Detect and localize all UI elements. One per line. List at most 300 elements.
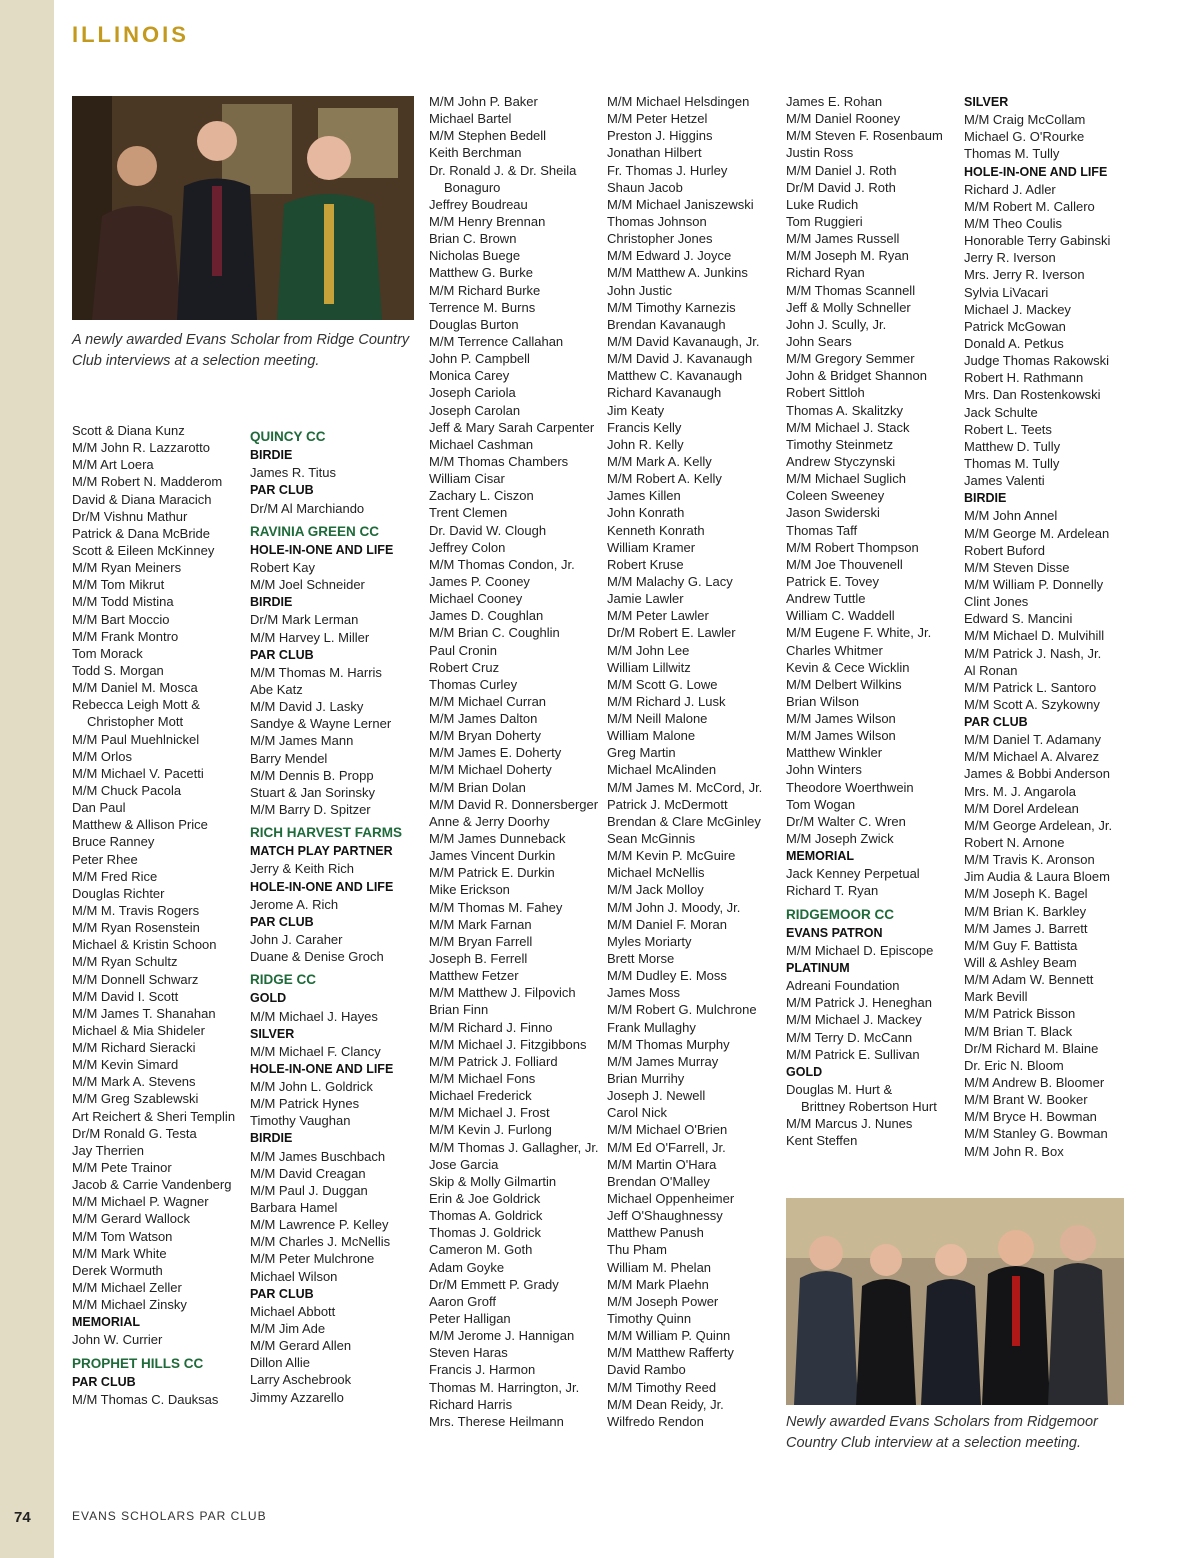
donor-name: M/M Joel Schneider — [250, 577, 365, 593]
donor-name: M/M Peter Mulchrone — [250, 1251, 375, 1267]
donor-name: M/M Joseph Zwick — [786, 831, 894, 847]
donor-name: M/M Dudley E. Moss — [607, 968, 727, 984]
donor-name: Matthew Panush — [607, 1225, 704, 1241]
donor-name: M/M Ryan Schultz — [72, 954, 178, 970]
donor-name: Mrs. Dan Rostenkowski — [964, 387, 1101, 403]
donor-name: Donald A. Petkus — [964, 335, 1064, 351]
donor-name: M/M James Mann — [250, 733, 354, 749]
donor-name: M/M Bryan Doherty — [429, 728, 541, 744]
giving-level-heading: HOLE-IN-ONE AND LIFE — [250, 879, 394, 894]
donor-name: M/M Paul J. Duggan — [250, 1182, 368, 1198]
page-number: 74 — [14, 1509, 31, 1526]
donor-name: Wilfredo Rendon — [607, 1413, 704, 1429]
donor-name: M/M Michael P. Wagner — [72, 1194, 209, 1210]
giving-level-heading: PAR CLUB — [250, 1286, 314, 1301]
donor-name: M/M Patrick J. Nash, Jr. — [964, 645, 1102, 661]
donor-name: Dr/M Robert E. Lawler — [607, 625, 736, 641]
donor-name: M/M Ryan Rosenstein — [72, 920, 200, 936]
donor-name: Michael Wilson — [250, 1268, 338, 1284]
donor-name: Derek Wormuth — [72, 1262, 163, 1278]
donor-name: M/M Joseph M. Ryan — [786, 248, 909, 264]
donor-name: Robert Buford — [964, 542, 1045, 558]
giving-level-heading: PAR CLUB — [250, 483, 314, 498]
club-heading: QUINCY CC — [250, 429, 326, 444]
donor-name: Robert Sittloh — [786, 385, 865, 401]
donor-name: James Killen — [607, 488, 681, 504]
donor-name: M/M James M. McCord, Jr. — [607, 779, 763, 795]
donor-name: M/M Michael Suglich — [786, 471, 906, 487]
donor-name: Paul Cronin — [429, 642, 497, 658]
donor-name: M/M Kevin Simard — [72, 1057, 179, 1073]
donor-name: M/M David Kavanaugh, Jr. — [607, 333, 760, 349]
donor-name: Douglas Burton — [429, 316, 519, 332]
donor-name: Peter Rhee — [72, 851, 138, 867]
donor-name: Thomas Johnson — [607, 213, 707, 229]
donor-name: Matthew Fetzer — [429, 968, 519, 984]
donor-name: Joseph B. Ferrell — [429, 951, 528, 967]
donor-name: M/M Stanley G. Bowman — [964, 1126, 1108, 1142]
donor-name: John Justic — [607, 282, 673, 298]
donor-name: Michael McNellis — [607, 865, 705, 881]
donor-column-6 — [964, 93, 1136, 1160]
donor-name: Brendan O'Malley — [607, 1173, 710, 1189]
giving-level-heading: MEMORIAL — [72, 1315, 141, 1330]
donor-name: Edward S. Mancini — [964, 611, 1073, 627]
donor-name: M/M Patrick E. Sullivan — [786, 1046, 920, 1062]
donor-name: Aaron Groff — [429, 1293, 496, 1309]
donor-name: Jeffrey Boudreau — [429, 196, 528, 212]
donor-name: M/M Richard Sieracki — [72, 1040, 196, 1056]
donor-name: Barbara Hamel — [250, 1200, 338, 1216]
donor-name: M/M Kevin P. McGuire — [607, 848, 736, 864]
donor-name: M/M Patrick E. Durkin — [429, 865, 555, 881]
donor-name: Brian C. Brown — [429, 231, 517, 247]
donor-name: Scott & Diana Kunz — [72, 423, 185, 438]
donor-name: M/M Thomas C. Dauksas — [72, 1391, 219, 1407]
donor-name: Francis Kelly — [607, 419, 682, 435]
donor-name: M/M James Buschbach — [250, 1148, 386, 1164]
donor-name: Sandye & Wayne Lerner — [250, 716, 392, 732]
donor-name: John W. Currier — [72, 1332, 163, 1348]
donor-name: M/M Michael Zeller — [72, 1280, 182, 1296]
donor-name: M/M Adam W. Bennett — [964, 972, 1094, 988]
donor-name: M/M Ryan Meiners — [72, 560, 182, 576]
donor-name: M/M Michael F. Clancy — [250, 1043, 381, 1059]
donor-name: Timothy Quinn — [607, 1310, 692, 1326]
donor-name: Thomas M. Tully — [964, 146, 1060, 162]
donor-name: M/M Michael Zinsky — [72, 1297, 187, 1313]
donor-name: James P. Cooney — [429, 573, 530, 589]
giving-level-heading: BIRDIE — [250, 595, 293, 610]
donor-name: James E. Rohan — [786, 94, 883, 109]
donor-name: Jeff & Molly Schneller — [786, 299, 911, 315]
donor-name: M/M Dorel Ardelean — [964, 800, 1079, 816]
donor-name: Barry Mendel — [250, 750, 328, 766]
donor-name: Robert N. Arnone — [964, 835, 1065, 851]
donor-name: M/M Patrick J. Heneghan — [786, 995, 932, 1011]
donor-name: M/M Travis K. Aronson — [964, 852, 1095, 868]
donor-name: M/M John Annel — [964, 508, 1058, 524]
donor-name: M/M Robert M. Callero — [964, 198, 1095, 214]
donor-name: Richard T. Ryan — [786, 883, 879, 899]
photo-caption-bottom: Newly awarded Evans Scholars from Ridgemoor Country Club interview at a selection meeting. — [786, 1414, 1098, 1451]
donor-name: Dr. Eric N. Bloom — [964, 1057, 1064, 1073]
donor-name: M/M Robert A. Kelly — [607, 471, 722, 487]
donor-name: Erin & Joe Goldrick — [429, 1191, 541, 1206]
donor-name: M/M Theo Coulis — [964, 215, 1063, 231]
donor-name: M/M Robert Thompson — [786, 539, 919, 555]
donor-name: Robert Kruse — [607, 556, 684, 572]
donor-name: M/M Patrick L. Santoro — [964, 679, 1097, 695]
donor-name: M/M Mark Plaehn — [607, 1276, 709, 1292]
donor-name: David Rambo — [607, 1362, 686, 1378]
donor-name: M/M Neill Malone — [607, 711, 708, 727]
donor-name: Brian Murrihy — [607, 1071, 685, 1087]
donor-name: M/M Mark A. Stevens — [72, 1074, 196, 1090]
donor-name: Dr/M David J. Roth — [786, 179, 896, 195]
donor-name: M/M William P. Donnelly — [964, 576, 1104, 592]
donor-name: Monica Carey — [429, 368, 510, 384]
donor-column-2 — [250, 422, 422, 1406]
donor-name: M/M Michael D. Episcope — [786, 942, 934, 958]
donor-name: Skip & Molly Gilmartin — [429, 1173, 557, 1189]
donor-name: M/M Dennis B. Propp — [250, 767, 374, 783]
donor-name: M/M Peter Hetzel — [607, 111, 708, 127]
donor-name: Joseph J. Newell — [607, 1088, 706, 1104]
donor-name: M/M Craig McCollam — [964, 112, 1086, 128]
donor-name: M/M Timothy Reed — [607, 1379, 717, 1395]
photo-caption-top: A newly awarded Evans Scholar from Ridge Country Club interviews at a selection meeting. — [72, 332, 410, 369]
donor-name: M/M Joe Thouvenell — [786, 556, 903, 572]
donor-name: Cameron M. Goth — [429, 1242, 533, 1258]
donor-name: M/M Michael A. Alvarez — [964, 749, 1100, 765]
donor-name: M/M Robert G. Mulchrone — [607, 1002, 757, 1018]
donor-name: Andrew Tuttle — [786, 591, 866, 607]
giving-level-heading: GOLD — [786, 1064, 823, 1079]
donor-name: Christopher Jones — [607, 231, 713, 247]
giving-level-heading: BIRDIE — [964, 491, 1007, 506]
donor-name: M/M Thomas M. Harris — [250, 664, 382, 680]
donor-name: Timothy Vaughan — [250, 1113, 351, 1129]
club-heading: RIDGEMOOR CC — [786, 906, 894, 922]
donor-name: William Lillwitz — [607, 659, 691, 675]
donor-name: Michael Oppenheimer — [607, 1191, 735, 1206]
donor-name: Robert Kay — [250, 559, 316, 575]
donor-name: M/M Michael V. Pacetti — [72, 765, 204, 781]
donor-name: M/M Eugene F. White, Jr. — [786, 625, 932, 641]
donor-name: M/M Thomas Scannell — [786, 282, 916, 298]
donor-name: Michael McAlinden — [607, 762, 717, 778]
donor-name: M/M Malachy G. Lacy — [607, 573, 733, 589]
donor-name: Douglas M. Hurt & — [786, 1082, 893, 1098]
club-heading: RAVINIA GREEN CC — [250, 523, 380, 539]
donor-name: Adam Goyke — [429, 1259, 505, 1275]
donor-name: Jerry R. Iverson — [964, 250, 1056, 266]
donor-name: David & Diana Maracich — [72, 491, 212, 507]
donor-name: Patrick J. McDermott — [607, 796, 728, 812]
donor-name: James & Bobbi Anderson — [964, 766, 1110, 782]
donor-name: Mrs. M. J. Angarola — [964, 783, 1076, 799]
donor-name: Jim Audia & Laura Bloem — [964, 869, 1110, 885]
donor-name: Dr/M Walter C. Wren — [786, 813, 906, 829]
donor-name: William Malone — [607, 728, 696, 744]
section-title: ILLINOIS — [72, 22, 189, 47]
donor-name: M/M William P. Quinn — [607, 1328, 731, 1344]
donor-name: Andrew Styczynski — [786, 453, 896, 469]
donor-name: M/M Thomas M. Fahey — [429, 899, 563, 915]
donor-name: M/M Bryan Farrell — [429, 933, 533, 949]
donor-name: Brendan & Clare McGinley — [607, 813, 761, 829]
donor-name: Frank Mullaghy — [607, 1019, 696, 1035]
photo-illustration — [786, 1198, 1124, 1405]
donor-name: Thomas Curley — [429, 676, 518, 692]
donor-name: M/M David I. Scott — [72, 988, 179, 1004]
donor-name: William Kramer — [607, 539, 696, 555]
donor-name: M/M Daniel F. Moran — [607, 916, 727, 932]
donor-name: Michael Abbott — [250, 1303, 336, 1319]
donor-name: M/M Ed O'Farrell, Jr. — [607, 1139, 726, 1155]
donor-name: John J. Caraher — [250, 931, 343, 947]
donor-name: Bruce Ranney — [72, 834, 155, 850]
donor-name: Joseph Carolan — [429, 402, 521, 418]
donor-name: M/M Michael J. Frost — [429, 1105, 550, 1121]
donor-name: Kent Steffen — [786, 1133, 858, 1149]
donor-name: M/M Michael Janiszewski — [607, 196, 754, 212]
donor-name: Michael Cooney — [429, 591, 523, 607]
donor-name: M/M M. Travis Rogers — [72, 902, 200, 918]
donor-name: Abe Katz — [250, 681, 303, 697]
donor-name: M/M Michael Fons — [429, 1071, 536, 1087]
donor-name: Michael Bartel — [429, 111, 512, 127]
donor-name: M/M Brian K. Barkley — [964, 903, 1087, 919]
donor-name: Bonaguro — [444, 179, 501, 195]
donor-name: M/M Mark A. Kelly — [607, 453, 712, 469]
donor-name: Jeff O'Shaughnessy — [607, 1208, 723, 1224]
donor-name: Judge Thomas Rakowski — [964, 353, 1109, 369]
donor-name: M/M John Lee — [607, 642, 690, 658]
donor-name: Richard J. Adler — [964, 181, 1056, 197]
donor-name: M/M Patrick Hynes — [250, 1096, 360, 1112]
donor-name: M/M Guy F. Battista — [964, 937, 1078, 953]
page-footer: EVANS SCHOLARS PAR CLUB — [72, 1509, 267, 1523]
donor-name: M/M Daniel Rooney — [786, 111, 901, 127]
donor-name: Robert Cruz — [429, 659, 500, 675]
donor-name: M/M Fred Rice — [72, 868, 158, 884]
donor-name: Michael Frederick — [429, 1088, 532, 1104]
donor-name: M/M Scott A. Szykowny — [964, 696, 1100, 712]
donor-name: M/M Jim Ade — [250, 1321, 326, 1337]
donor-column-5 — [786, 93, 958, 1150]
donor-name: Dr/M Al Marchiando — [250, 500, 365, 516]
donor-name: Matthew & Allison Price — [72, 817, 208, 833]
donor-name: Jacob & Carrie Vandenberg — [72, 1177, 232, 1193]
giving-level-heading: PAR CLUB — [250, 647, 314, 662]
club-heading: RICH HARVEST FARMS — [250, 825, 403, 841]
donor-name: M/M Richard J. Finno — [429, 1019, 553, 1035]
donor-name: Richard Kavanaugh — [607, 385, 722, 401]
donor-name: William Cisar — [429, 471, 505, 487]
donor-name: Dr. Ronald J. & Dr. Sheila — [429, 162, 577, 178]
donor-name: M/M James Wilson — [786, 711, 896, 727]
donor-name: M/M Andrew B. Bloomer — [964, 1075, 1105, 1091]
donor-name: Rebecca Leigh Mott & — [72, 697, 200, 713]
donor-name: Scott & Eileen McKinney — [72, 542, 215, 558]
donor-name: Robert H. Rathmann — [964, 370, 1084, 386]
donor-name: Thomas J. Goldrick — [429, 1225, 541, 1241]
donor-name: Tom Ruggieri — [786, 213, 863, 229]
donor-name: Douglas Richter — [72, 885, 165, 901]
donor-name: M/M Delbert Wilkins — [786, 676, 902, 692]
donor-name: Patrick McGowan — [964, 318, 1066, 334]
donor-name: M/M Terrence Callahan — [429, 333, 564, 349]
donor-name: M/M Dean Reidy, Jr. — [607, 1396, 724, 1412]
donor-name: M/M Greg Szablewski — [72, 1091, 199, 1107]
donor-name: Greg Martin — [607, 745, 676, 761]
donor-name: Thomas A. Skalitzky — [786, 402, 904, 418]
donor-name: M/M Jerome J. Hannigan — [429, 1328, 575, 1344]
donor-name: Will & Ashley Beam — [964, 955, 1077, 971]
donor-name: Luke Rudich — [786, 196, 859, 212]
donor-name: M/M Henry Brennan — [429, 213, 546, 229]
giving-level-heading: PAR CLUB — [250, 914, 314, 929]
donor-name: Thu Pham — [607, 1242, 667, 1258]
donor-name: M/M Matthew A. Junkins — [607, 265, 748, 281]
donor-name: John R. Kelly — [607, 436, 684, 452]
donor-name: Jay Therrien — [72, 1142, 145, 1158]
donor-name: M/M Tom Mikrut — [72, 577, 165, 593]
donor-name: Brittney Robertson Hurt — [801, 1099, 937, 1115]
giving-level-heading: EVANS PATRON — [786, 925, 883, 940]
photo-ridge-country-club — [72, 96, 414, 320]
photo-illustration — [72, 96, 414, 320]
donor-name: Fr. Thomas J. Hurley — [607, 162, 728, 178]
donor-name: M/M Daniel T. Adamany — [964, 732, 1102, 748]
donor-name: M/M John P. Baker — [429, 94, 538, 109]
donor-name: M/M Mark Farnan — [429, 916, 532, 932]
donor-name: M/M Patrick Bisson — [964, 1006, 1076, 1022]
donor-name: Kevin & Cece Wicklin — [786, 659, 910, 675]
donor-name: M/M Todd Mistina — [72, 594, 174, 610]
donor-name: Jerry & Keith Rich — [250, 861, 355, 877]
donor-name: Jeff & Mary Sarah Carpenter — [429, 419, 595, 435]
donor-name: Patrick E. Tovey — [786, 573, 879, 589]
donor-name: Stuart & Jan Sorinsky — [250, 784, 375, 800]
donor-name: Dr/M Richard M. Blaine — [964, 1040, 1099, 1056]
donor-name: M/M Gregory Semmer — [786, 351, 915, 367]
donor-name: M/M Brian Dolan — [429, 779, 526, 795]
donor-name: M/M Michael J. Fitzgibbons — [429, 1036, 587, 1052]
donor-name: M/M Matthew Rafferty — [607, 1345, 734, 1361]
donor-name: M/M Charles J. McNellis — [250, 1234, 391, 1250]
donor-name: Timothy Steinmetz — [786, 436, 894, 452]
donor-name: M/M Robert N. Madderom — [72, 474, 223, 490]
giving-level-heading: GOLD — [250, 991, 287, 1006]
donor-name: Christopher Mott — [87, 714, 184, 730]
donor-name: M/M James Dunneback — [429, 831, 566, 847]
donor-name: M/M Timothy Karnezis — [607, 299, 736, 315]
donor-name: M/M Thomas Murphy — [607, 1036, 730, 1052]
donor-name: Brendan Kavanaugh — [607, 316, 726, 332]
donor-name: Matthew G. Burke — [429, 265, 534, 281]
donor-name: Jimmy Azzarello — [250, 1389, 344, 1405]
donor-name: M/M James J. Barrett — [964, 920, 1088, 936]
donor-name: M/M Matthew J. Filpovich — [429, 985, 576, 1001]
photo-ridgemoor-country-club — [786, 1198, 1124, 1405]
donor-name: M/M Pete Trainor — [72, 1160, 172, 1176]
donor-name: M/M Joseph Power — [607, 1293, 719, 1309]
giving-level-heading: MEMORIAL — [786, 849, 855, 864]
donor-name: M/M Peter Lawler — [607, 608, 709, 624]
donor-name: John Sears — [786, 333, 852, 349]
donor-name: Michael Cashman — [429, 436, 534, 452]
donor-name: M/M John L. Goldrick — [250, 1079, 373, 1095]
donor-name: M/M Edward J. Joyce — [607, 248, 732, 264]
donor-name: Todd S. Morgan — [72, 662, 164, 678]
donor-name: Michael & Kristin Schoon — [72, 937, 217, 953]
giving-level-heading: MATCH PLAY PARTNER — [250, 844, 393, 859]
donor-name: Jonathan Hilbert — [607, 145, 702, 161]
donor-name: Duane & Denise Groch — [250, 949, 384, 965]
donor-name: Jerome A. Rich — [250, 896, 339, 912]
donor-name: Justin Ross — [786, 145, 854, 161]
donor-name: Robert L. Teets — [964, 421, 1052, 437]
giving-level-heading: PAR CLUB — [964, 715, 1028, 730]
donor-name: Theodore Woerthwein — [786, 779, 914, 795]
giving-level-heading: BIRDIE — [250, 448, 293, 463]
giving-level-heading: SILVER — [964, 95, 1009, 109]
donor-name: Carol Nick — [607, 1105, 667, 1121]
donor-name: Honorable Terry Gabinski — [964, 233, 1111, 249]
donor-name: Jim Keaty — [607, 402, 665, 418]
donor-name: M/M John J. Moody, Jr. — [607, 899, 741, 915]
donor-name: M/M Brian C. Coughlin — [429, 625, 560, 641]
donor-name: Patrick & Dana McBride — [72, 525, 210, 541]
donor-name: M/M Gerard Allen — [250, 1338, 352, 1354]
club-heading: RIDGE CC — [250, 972, 317, 988]
donor-name: Jeffrey Colon — [429, 539, 506, 555]
donor-name: M/M Martin O'Hara — [607, 1156, 717, 1172]
donor-name: Jose Garcia — [429, 1156, 499, 1172]
donor-name: Nicholas Buege — [429, 248, 521, 264]
donor-name: Trent Clemen — [429, 505, 508, 521]
donor-name: Adreani Foundation — [786, 978, 900, 994]
donor-name: M/M Chuck Pacola — [72, 782, 182, 798]
donor-name: M/M Bryce H. Bowman — [964, 1109, 1097, 1125]
donor-name: M/M Frank Montro — [72, 628, 179, 644]
donor-name: Matthew C. Kavanaugh — [607, 368, 743, 384]
donor-name: John P. Campbell — [429, 351, 530, 367]
donor-name: John Konrath — [607, 505, 685, 521]
donor-name: Dan Paul — [72, 800, 126, 816]
donor-name: M/M Bart Moccio — [72, 611, 170, 627]
donor-name: M/M James Dalton — [429, 711, 538, 727]
donor-name: Richard Harris — [429, 1396, 513, 1412]
donor-name: Al Ronan — [964, 662, 1018, 678]
donor-name: M/M George M. Ardelean — [964, 525, 1110, 541]
donor-name: Michael & Mia Shideler — [72, 1022, 205, 1038]
donor-name: M/M George Ardelean, Jr. — [964, 817, 1113, 833]
donor-name: M/M James T. Shanahan — [72, 1005, 216, 1021]
donor-name: Michael J. Mackey — [964, 301, 1071, 317]
donor-name: Dr/M Emmett P. Grady — [429, 1276, 559, 1292]
donor-name: M/M Brian T. Black — [964, 1023, 1073, 1039]
donor-name: M/M James Russell — [786, 231, 900, 247]
donor-name: Anne & Jerry Doorhy — [429, 813, 550, 829]
donor-name: Francis J. Harmon — [429, 1362, 536, 1378]
donor-name: M/M Tom Watson — [72, 1228, 173, 1244]
giving-level-heading: PLATINUM — [786, 961, 850, 976]
giving-level-heading: HOLE-IN-ONE AND LIFE — [250, 1061, 394, 1076]
